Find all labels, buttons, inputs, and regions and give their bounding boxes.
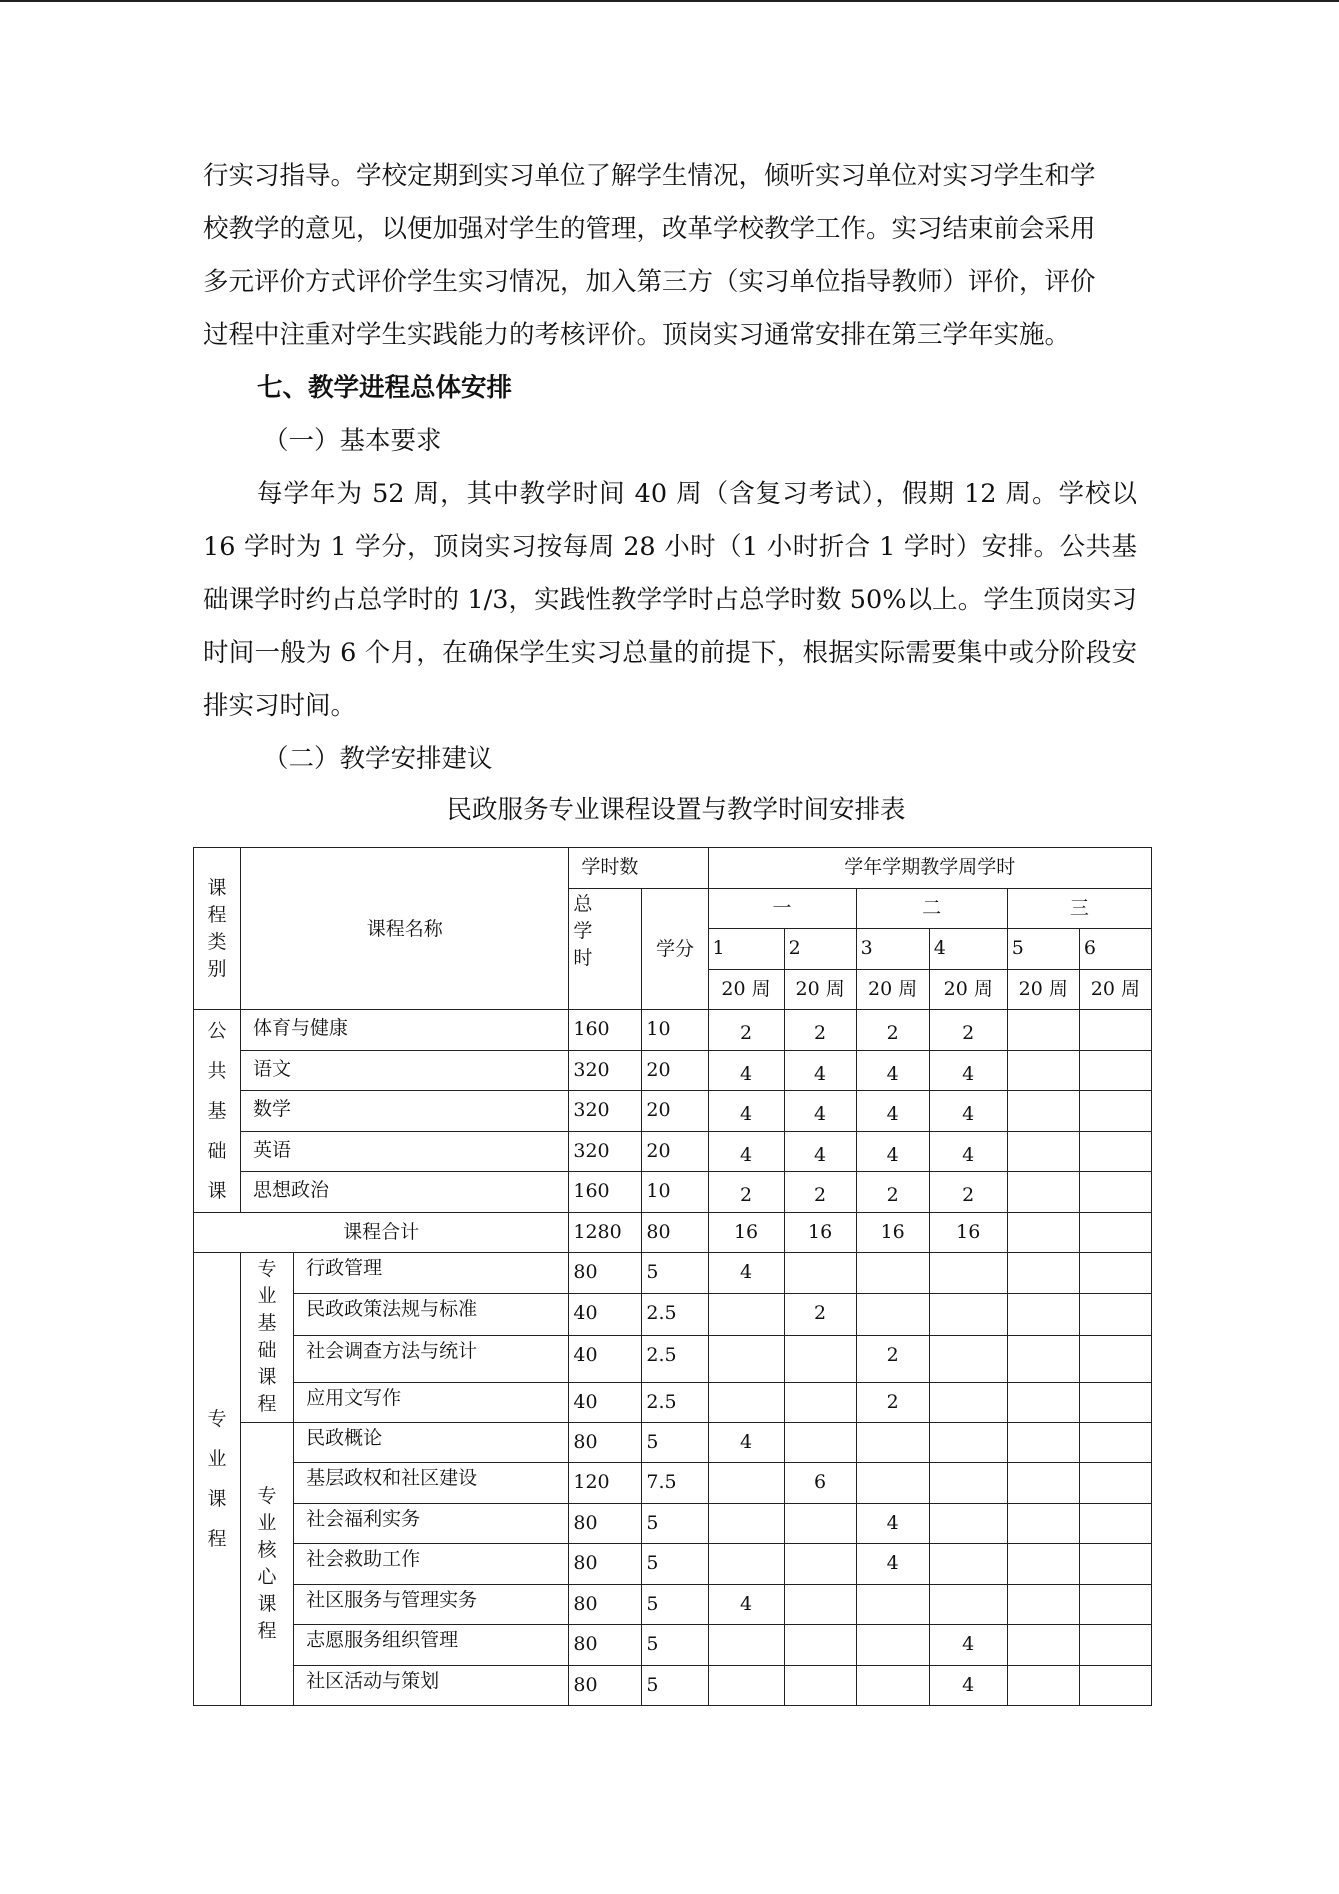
term-hours — [708, 1293, 784, 1335]
header-weeks: 20 周 — [708, 969, 784, 1010]
table-row — [194, 1665, 1152, 1706]
course-name: 社区服务与管理实务 — [294, 1584, 569, 1625]
table-row — [194, 1172, 1152, 1213]
term-hours: 16 — [856, 1212, 929, 1253]
term-hours — [1079, 1625, 1151, 1666]
total-hours: 80 — [569, 1625, 642, 1666]
header-weekly-group: 学年学期教学周学时 — [708, 848, 1152, 889]
term-hours — [708, 1544, 784, 1585]
term-hours — [856, 1625, 929, 1666]
term-hours: 2 — [856, 1172, 929, 1213]
credits: 20 — [642, 1091, 708, 1132]
term-hours — [1007, 1050, 1079, 1091]
course-name: 社会调查方法与统计 — [294, 1335, 569, 1382]
term-hours: 2 — [929, 1172, 1007, 1213]
course-schedule-table — [193, 847, 1152, 1706]
term-hours: 4 — [708, 1091, 784, 1132]
term-hours: 4 — [708, 1422, 784, 1463]
term-hours: 2 — [856, 1335, 929, 1382]
term-hours — [1007, 1335, 1079, 1382]
requirements-paragraph: 每学年为 52 周，其中教学时间 40 周（含复习考试），假期 12 周。学校以 16 学时为 1 学分，顶岗实习按每周 28 小时（1 小时折合 1 学时）安排。公共基础课学时约占总学时的 1/3，实践性教学学时占总学时数 50%以上。学生顶岗实习时间一般为 6 个月，在确保学生实习总量的前提下，根据实际需要集中或分阶段安排实习时间。 — [203, 479, 1137, 721]
total-hours: 1280 — [569, 1212, 642, 1253]
header-weeks: 20 周 — [1007, 969, 1079, 1010]
term-hours — [1079, 1382, 1151, 1422]
table-row — [194, 1503, 1152, 1544]
course-name: 体育与健康 — [241, 1010, 569, 1051]
term-hours — [784, 1335, 856, 1382]
total-hours: 40 — [569, 1335, 642, 1382]
course-name: 应用文写作 — [294, 1382, 569, 1422]
term-hours — [1079, 1544, 1151, 1585]
term-hours — [856, 1584, 929, 1625]
credits: 10 — [642, 1010, 708, 1051]
term-hours — [708, 1625, 784, 1666]
table-row — [194, 1544, 1152, 1585]
term-hours: 16 — [708, 1212, 784, 1253]
term-hours — [929, 1544, 1007, 1585]
term-hours — [1007, 1131, 1079, 1172]
category-professional: 专 业 课 程 — [194, 1253, 241, 1706]
header-year-1: 一 — [708, 888, 856, 929]
term-hours — [1007, 1584, 1079, 1625]
header-category: 课 程 类 别 — [194, 848, 241, 1010]
course-name: 民政概论 — [294, 1422, 569, 1463]
term-hours — [929, 1335, 1007, 1382]
table-row — [194, 1382, 1152, 1422]
header-hours-group: 学时数 — [569, 848, 708, 889]
course-total-label: 课程合计 — [194, 1212, 569, 1253]
term-hours — [784, 1253, 856, 1294]
header-weeks: 20 周 — [784, 969, 856, 1010]
term-hours — [929, 1422, 1007, 1463]
total-hours: 80 — [569, 1665, 642, 1706]
term-hours: 2 — [856, 1010, 929, 1051]
category-public-basic: 公 共 基 础 课 — [194, 1010, 241, 1213]
page-top-border — [0, 0, 1339, 2]
term-hours: 4 — [856, 1544, 929, 1585]
subcategory-professional-basic: 专 业 基 础 课 程 — [241, 1253, 294, 1423]
term-hours: 16 — [929, 1212, 1007, 1253]
term-hours: 4 — [856, 1050, 929, 1091]
course-name: 数学 — [241, 1091, 569, 1132]
term-hours — [1079, 1091, 1151, 1132]
paragraph-line: 过程中注重对学生实践能力的考核评价。顶岗实习通常安排在第三学年实施。 — [203, 320, 1071, 350]
header-year-2: 二 — [856, 888, 1007, 929]
term-hours — [856, 1463, 929, 1504]
credits: 2.5 — [642, 1335, 708, 1382]
term-hours — [784, 1625, 856, 1666]
term-hours: 4 — [856, 1091, 929, 1132]
term-hours — [784, 1665, 856, 1706]
total-hours: 120 — [569, 1463, 642, 1504]
credits: 20 — [642, 1131, 708, 1172]
header-course-name: 课程名称 — [241, 848, 569, 1010]
term-hours — [1007, 1293, 1079, 1335]
credits: 20 — [642, 1050, 708, 1091]
term-hours — [1007, 1463, 1079, 1504]
term-hours — [1007, 1422, 1079, 1463]
paragraph-line: 行实习指导。学校定期到实习单位了解学生情况，倾听实习单位对实习学生和学 — [203, 161, 1096, 191]
term-hours: 4 — [929, 1625, 1007, 1666]
term-hours — [1079, 1010, 1151, 1051]
term-hours: 4 — [929, 1665, 1007, 1706]
term-hours — [708, 1665, 784, 1706]
term-hours — [784, 1422, 856, 1463]
term-hours — [1007, 1503, 1079, 1544]
header-weeks: 20 周 — [856, 969, 929, 1010]
term-hours: 2 — [784, 1293, 856, 1335]
course-name: 英语 — [241, 1131, 569, 1172]
term-hours: 2 — [929, 1010, 1007, 1051]
credits: 5 — [642, 1253, 708, 1294]
table-row — [194, 1010, 1152, 1051]
table-row — [194, 1584, 1152, 1625]
term-hours: 4 — [708, 1131, 784, 1172]
term-hours — [856, 1422, 929, 1463]
table-row — [194, 1625, 1152, 1666]
term-hours — [1079, 1584, 1151, 1625]
table-row — [194, 1131, 1152, 1172]
credits: 5 — [642, 1665, 708, 1706]
total-hours: 80 — [569, 1422, 642, 1463]
section-heading: 七、教学进程总体安排 — [257, 373, 513, 403]
table-row — [194, 1463, 1152, 1504]
term-hours — [784, 1503, 856, 1544]
table-row — [194, 1422, 1152, 1463]
term-hours: 4 — [784, 1091, 856, 1132]
term-hours — [929, 1463, 1007, 1504]
term-hours — [1007, 1172, 1079, 1213]
header-term: 2 — [784, 929, 856, 970]
credits: 2.5 — [642, 1382, 708, 1422]
term-hours — [1007, 1253, 1079, 1294]
course-name: 思想政治 — [241, 1172, 569, 1213]
subcategory-professional-core: 专 业 核 心 课 程 — [241, 1422, 294, 1706]
term-hours — [929, 1382, 1007, 1422]
term-hours — [856, 1253, 929, 1294]
term-hours — [1007, 1212, 1079, 1253]
term-hours — [1007, 1625, 1079, 1666]
table-row — [194, 1335, 1152, 1382]
course-name: 社会福利实务 — [294, 1503, 569, 1544]
term-hours: 6 — [784, 1463, 856, 1504]
term-hours — [1079, 1422, 1151, 1463]
credits: 5 — [642, 1422, 708, 1463]
term-hours: 16 — [784, 1212, 856, 1253]
header-term: 5 — [1007, 929, 1079, 970]
table-title: 民政服务专业课程设置与教学时间安排表 — [446, 795, 906, 825]
header-total-hours: 总 学 时 — [569, 888, 642, 1010]
course-name: 社会救助工作 — [294, 1544, 569, 1585]
term-hours: 2 — [708, 1172, 784, 1213]
term-hours — [708, 1382, 784, 1422]
header-year-3: 三 — [1007, 888, 1151, 929]
term-hours: 2 — [856, 1382, 929, 1422]
course-name: 志愿服务组织管理 — [294, 1625, 569, 1666]
total-hours: 40 — [569, 1382, 642, 1422]
term-hours — [1079, 1050, 1151, 1091]
course-name: 民政政策法规与标准 — [294, 1293, 569, 1335]
term-hours: 2 — [708, 1010, 784, 1051]
term-hours: 4 — [708, 1050, 784, 1091]
term-hours: 4 — [929, 1131, 1007, 1172]
term-hours: 4 — [929, 1091, 1007, 1132]
term-hours — [929, 1293, 1007, 1335]
total-hours: 80 — [569, 1584, 642, 1625]
total-hours: 80 — [569, 1544, 642, 1585]
course-name: 基层政权和社区建设 — [294, 1463, 569, 1504]
total-hours: 320 — [569, 1091, 642, 1132]
term-hours: 4 — [929, 1050, 1007, 1091]
term-hours — [784, 1382, 856, 1422]
subsection-heading: （一）基本要求 — [263, 426, 442, 456]
term-hours — [1079, 1335, 1151, 1382]
term-hours — [1079, 1293, 1151, 1335]
credits: 2.5 — [642, 1293, 708, 1335]
header-weeks: 20 周 — [929, 969, 1007, 1010]
term-hours — [784, 1584, 856, 1625]
credits: 7.5 — [642, 1463, 708, 1504]
credits: 5 — [642, 1625, 708, 1666]
term-hours — [708, 1335, 784, 1382]
table-row — [194, 1050, 1152, 1091]
course-name: 语文 — [241, 1050, 569, 1091]
total-hours: 160 — [569, 1172, 642, 1213]
term-hours — [784, 1544, 856, 1585]
term-hours: 4 — [708, 1253, 784, 1294]
document-body — [203, 150, 1137, 786]
term-hours — [1079, 1212, 1151, 1253]
total-hours: 40 — [569, 1293, 642, 1335]
paragraph-line: 校教学的意见，以便加强对学生的管理，改革学校教学工作。实习结束前会采用 — [203, 214, 1096, 244]
term-hours — [708, 1463, 784, 1504]
term-hours: 4 — [708, 1584, 784, 1625]
term-hours — [1007, 1665, 1079, 1706]
term-hours: 4 — [856, 1503, 929, 1544]
paragraph-line: 多元评价方式评价学生实习情况，加入第三方（实习单位指导教师）评价，评价 — [203, 267, 1096, 297]
course-name: 行政管理 — [294, 1253, 569, 1294]
term-hours: 2 — [784, 1172, 856, 1213]
term-hours — [1079, 1172, 1151, 1213]
term-hours — [1007, 1010, 1079, 1051]
header-weeks: 20 周 — [1079, 969, 1151, 1010]
header-term: 3 — [856, 929, 929, 970]
table-row — [194, 1293, 1152, 1335]
table-row-total — [194, 1212, 1152, 1253]
course-name: 社区活动与策划 — [294, 1665, 569, 1706]
term-hours: 4 — [784, 1050, 856, 1091]
total-hours: 320 — [569, 1131, 642, 1172]
term-hours — [856, 1665, 929, 1706]
term-hours — [929, 1253, 1007, 1294]
term-hours — [1079, 1253, 1151, 1294]
total-hours: 80 — [569, 1253, 642, 1294]
term-hours — [1079, 1665, 1151, 1706]
term-hours — [1007, 1091, 1079, 1132]
term-hours: 4 — [856, 1131, 929, 1172]
table-row — [194, 1253, 1152, 1294]
credits: 5 — [642, 1503, 708, 1544]
term-hours — [1007, 1544, 1079, 1585]
credits: 10 — [642, 1172, 708, 1213]
term-hours — [1079, 1131, 1151, 1172]
header-credits: 学分 — [642, 888, 708, 1010]
term-hours — [1079, 1503, 1151, 1544]
total-hours: 320 — [569, 1050, 642, 1091]
credits: 5 — [642, 1544, 708, 1585]
term-hours: 4 — [784, 1131, 856, 1172]
term-hours — [1007, 1382, 1079, 1422]
header-term: 1 — [708, 929, 784, 970]
term-hours — [1079, 1463, 1151, 1504]
credits: 80 — [642, 1212, 708, 1253]
term-hours — [929, 1503, 1007, 1544]
credits: 5 — [642, 1584, 708, 1625]
total-hours: 160 — [569, 1010, 642, 1051]
term-hours — [708, 1503, 784, 1544]
term-hours — [929, 1584, 1007, 1625]
total-hours: 80 — [569, 1503, 642, 1544]
term-hours: 2 — [784, 1010, 856, 1051]
subsection-heading: （二）教学安排建议 — [263, 744, 493, 774]
header-term: 6 — [1079, 929, 1151, 970]
header-term: 4 — [929, 929, 1007, 970]
term-hours — [856, 1293, 929, 1335]
table-row — [194, 1091, 1152, 1132]
